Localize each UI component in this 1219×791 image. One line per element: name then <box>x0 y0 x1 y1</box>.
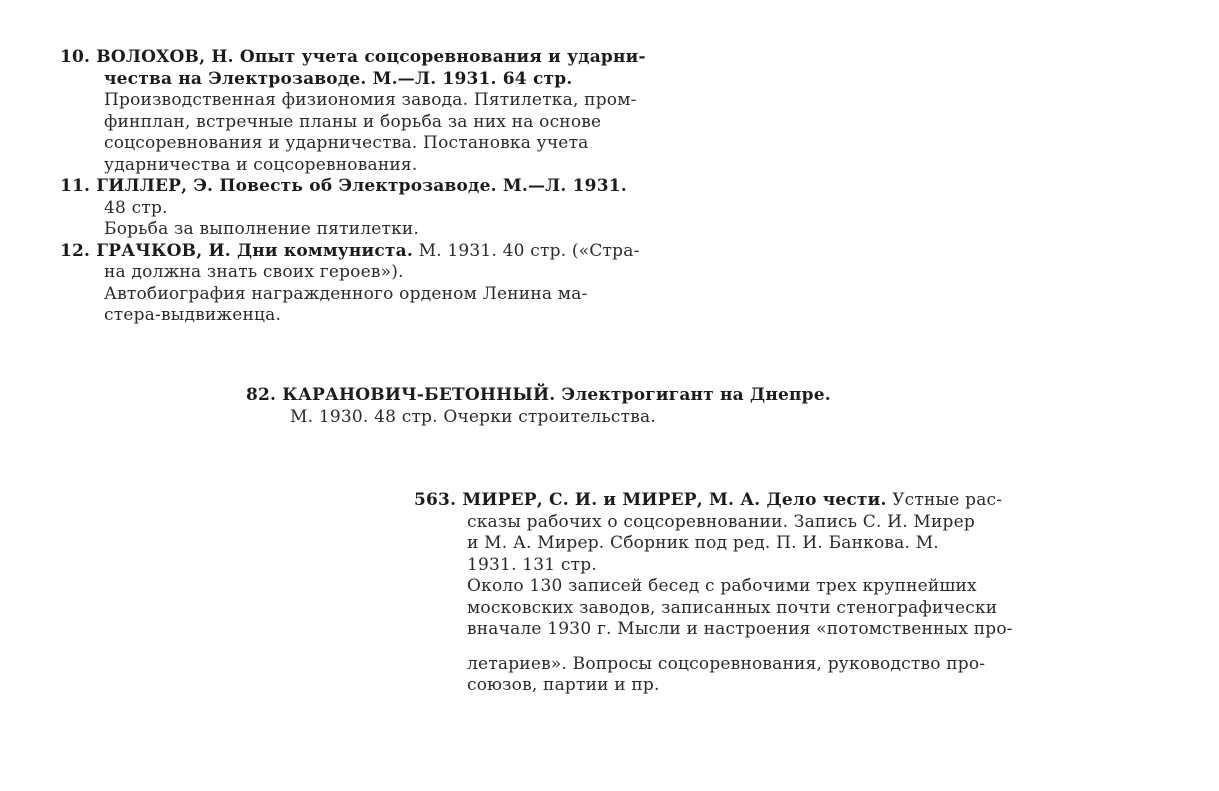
entry-number: 82. <box>246 385 283 405</box>
clipping-group-3 <box>414 490 1104 697</box>
entry-line: Автобиография награжденного орденом Ленина ма- <box>104 283 588 304</box>
entry-heading <box>60 176 730 198</box>
entry-line: на должна знать своих героев»). <box>104 262 404 282</box>
entry-heading <box>246 385 916 407</box>
paste-gap <box>414 641 1104 654</box>
entry-title-rest: Устные рас- <box>886 490 1003 510</box>
entry-line: союзов, партии и пр. <box>467 675 660 695</box>
entry-number: 10. <box>60 47 97 67</box>
entry-12 <box>60 241 730 327</box>
entry-line: 1931. 131 стр. <box>467 554 597 575</box>
entry-line: сказы рабочих о соцсоревновании. Запись С. И. Мирер <box>467 511 975 532</box>
entry-line: М. 1930. 48 стр. Очерки строительства. <box>290 406 656 427</box>
entry-title: Опыт учета соцсоревнования и ударни- <box>239 47 646 67</box>
entry-10 <box>60 47 730 176</box>
entry-line: соцсоревнования и ударничества. Постановка учета <box>104 133 589 153</box>
entry-title: Электрогигант на Днепре. <box>561 385 831 405</box>
entry-82 <box>246 385 916 428</box>
entry-title: Повесть об Электрозаводе. М.—Л. 1931. <box>219 176 627 196</box>
entry-author: ВОЛОХОВ, Н. <box>96 47 240 67</box>
entry-heading <box>60 47 730 69</box>
entry-line: Производственная физиономия завода. Пятилетка, пром- <box>104 90 637 110</box>
entry-author: ГИЛЛЕР, Э. <box>96 176 220 196</box>
entry-author: КАРАНОВИЧ-БЕТОННЫЙ. <box>282 385 562 405</box>
entry-line: летариев». Вопросы соцсоревнования, руководство про- <box>467 653 986 674</box>
entry-line: ударничества и соцсоревнования. <box>104 154 418 175</box>
entry-line: финплан, встречные планы и борьба за них на основе <box>104 111 602 132</box>
entry-title: Дело чести. <box>766 490 887 510</box>
entry-line: вначале 1930 г. Мысли и настроения «потомственных про- <box>467 619 1013 639</box>
clipping-group-1 <box>60 47 730 327</box>
entry-line: стера-выдвиженца. <box>104 305 282 325</box>
entry-heading <box>60 241 730 263</box>
entry-number: 11. <box>60 176 97 196</box>
entry-heading <box>414 490 1104 512</box>
entry-author: МИРЕР, С. И. и МИРЕР, М. А. <box>462 490 767 510</box>
entry-number: 563. <box>414 490 463 510</box>
entry-title: Дни коммуниста. <box>236 240 413 261</box>
entry-11 <box>60 176 730 241</box>
entry-line: московских заводов, записанных почти стенографически <box>467 597 998 618</box>
entry-author: ГРАЧКОВ, И. <box>96 240 237 261</box>
entry-line: Около 130 записей бесед с рабочими трех крупнейших <box>467 576 977 596</box>
entry-title-rest: М. 1931. 40 стр. («Стра- <box>412 240 640 261</box>
entry-line: Борьба за выполнение пятилетки. <box>104 219 420 239</box>
entry-line: и М. А. Мирер. Сборник под ред. П. И. Банкова. М. <box>467 533 939 553</box>
entry-line: чества на Электрозаводе. М.—Л. 1931. 64 стр. <box>104 68 573 89</box>
entry-line: 48 стр. <box>104 197 168 218</box>
clipping-group-2 <box>246 385 916 428</box>
entry-563 <box>414 490 1104 697</box>
entry-number: 12. <box>60 240 97 261</box>
